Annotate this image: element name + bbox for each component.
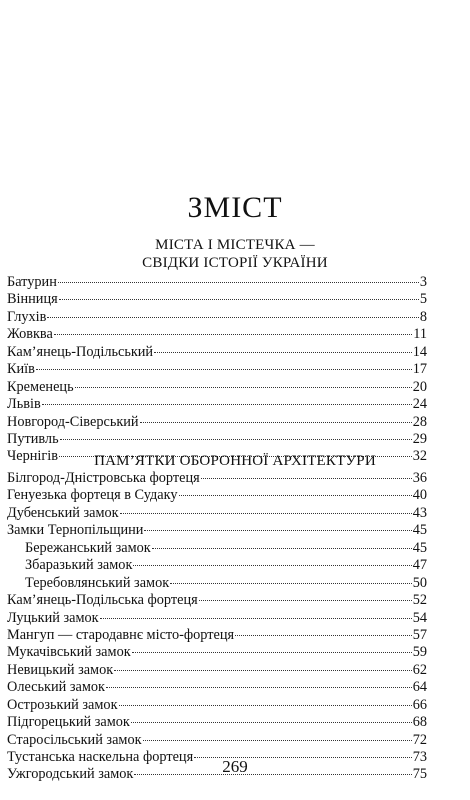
toc-entry-page-number: 8 bbox=[419, 308, 427, 325]
toc-entry-page-number: 43 bbox=[412, 504, 427, 521]
toc-entry-page-number: 66 bbox=[412, 696, 427, 713]
toc-dot-leader bbox=[100, 618, 412, 619]
toc-dot-leader bbox=[114, 670, 412, 671]
toc-list-cities bbox=[7, 274, 427, 466]
toc-entry-page-number: 47 bbox=[412, 557, 427, 574]
toc-entry bbox=[7, 697, 427, 714]
toc-entry-page-number: 5 bbox=[419, 291, 427, 308]
toc-dot-leader bbox=[133, 565, 411, 566]
toc-dot-leader bbox=[120, 513, 412, 514]
toc-entry bbox=[7, 714, 427, 731]
toc-entry bbox=[7, 309, 427, 326]
toc-entry-title: Глухів bbox=[7, 308, 47, 325]
toc-entry-page-number: 68 bbox=[412, 714, 427, 731]
toc-entry bbox=[7, 414, 427, 431]
toc-entry bbox=[7, 487, 427, 504]
toc-entry bbox=[7, 470, 427, 487]
toc-entry-page-number: 28 bbox=[412, 413, 427, 430]
toc-list-fortifications bbox=[7, 470, 427, 784]
toc-entry-title: Мангуп — стародавнє місто-фортеця bbox=[7, 626, 235, 643]
toc-dot-leader bbox=[60, 439, 412, 440]
toc-entry-title: Генуезька фортеця в Судаку bbox=[7, 487, 178, 504]
toc-dot-leader bbox=[144, 530, 411, 531]
toc-entry-page-number: 62 bbox=[412, 661, 427, 678]
toc-dot-leader bbox=[201, 478, 412, 479]
toc-entry bbox=[7, 431, 427, 448]
toc-entry-page-number: 20 bbox=[412, 378, 427, 395]
toc-entry bbox=[7, 291, 427, 308]
toc-entry bbox=[7, 662, 427, 679]
toc-entry-page-number: 14 bbox=[412, 343, 427, 360]
toc-entry bbox=[7, 592, 427, 609]
toc-entry-title: Кам’янець-Подільський bbox=[7, 343, 154, 360]
toc-entry bbox=[7, 274, 427, 291]
toc-entry-page-number: 45 bbox=[412, 522, 427, 539]
toc-entry bbox=[7, 344, 427, 361]
toc-entry-page-number: 32 bbox=[412, 448, 427, 465]
section-heading-fortifications: ПАМ’ЯТКИ ОБОРОННОЇ АРХІТЕКТУРИ bbox=[94, 453, 376, 469]
toc-dot-leader bbox=[143, 740, 412, 741]
toc-entry-page-number: 64 bbox=[412, 679, 427, 696]
toc-entry-title: Новгород-Сіверський bbox=[7, 413, 139, 430]
toc-entry-page-number: 73 bbox=[412, 749, 427, 765]
toc-entry-title: Батурин bbox=[7, 274, 57, 290]
toc-entry-page-number: 24 bbox=[412, 396, 427, 413]
toc-entry-title: Львів bbox=[7, 396, 41, 413]
toc-entry bbox=[7, 326, 427, 343]
toc-entry-title: Замки Тернопільщини bbox=[7, 522, 144, 539]
toc-entry-title: Чернігів bbox=[7, 448, 58, 465]
toc-dot-leader bbox=[47, 317, 418, 318]
toc-entry-title: Тустанська наскельна фортеця bbox=[7, 749, 194, 765]
page-number: 269 bbox=[222, 757, 248, 776]
toc-entry-page-number: 54 bbox=[412, 609, 427, 626]
toc-entry-title: Невицький замок bbox=[7, 661, 114, 678]
toc-entry-title: Дубенський замок bbox=[7, 504, 119, 521]
page-title: ЗМІСТ bbox=[187, 191, 283, 224]
toc-dot-leader bbox=[132, 652, 412, 653]
section-heading-cities-line1: МІСТА І МІСТЕЧКА — bbox=[155, 237, 315, 253]
toc-entry-title: Вінниця bbox=[7, 291, 58, 308]
toc-entry-title: Збаразький замок bbox=[25, 557, 133, 574]
toc-entry-title: Ужгородський замок bbox=[7, 766, 134, 783]
toc-entry-title: Теребовлянський замок bbox=[25, 574, 170, 591]
toc-entry bbox=[7, 679, 427, 696]
toc-entry-page-number: 52 bbox=[412, 592, 427, 609]
toc-dot-leader bbox=[58, 282, 419, 283]
toc-entry-title: Острозький замок bbox=[7, 696, 118, 713]
toc-dot-leader bbox=[36, 369, 412, 370]
toc-entry bbox=[7, 557, 427, 574]
toc-entry-title: Кам’янець-Подільська фортеця bbox=[7, 592, 198, 609]
toc-entry-title: Старосільський замок bbox=[7, 731, 142, 748]
toc-entry-title: Київ bbox=[7, 361, 35, 378]
toc-entry bbox=[7, 522, 427, 539]
toc-dot-leader bbox=[152, 548, 412, 549]
toc-dot-leader bbox=[179, 495, 412, 496]
toc-entry-page-number: 29 bbox=[412, 430, 427, 447]
toc-entry bbox=[7, 505, 427, 522]
toc-dot-leader bbox=[235, 635, 412, 636]
toc-entry-title: Кременець bbox=[7, 378, 74, 395]
toc-entry bbox=[7, 610, 427, 627]
toc-entry-page-number: 50 bbox=[412, 574, 427, 591]
toc-entry-page-number: 17 bbox=[412, 361, 427, 378]
toc-entry bbox=[7, 732, 427, 749]
section-heading-cities-line2: СВІДКИ ІСТОРІЇ УКРАЇНИ bbox=[142, 255, 328, 271]
toc-entry-page-number: 57 bbox=[412, 626, 427, 643]
toc-dot-leader bbox=[154, 352, 412, 353]
toc-dot-leader bbox=[54, 334, 412, 335]
toc-dot-leader bbox=[42, 404, 412, 405]
toc-entry-page-number: 40 bbox=[412, 487, 427, 504]
toc-entry-title: Луцький замок bbox=[7, 609, 99, 626]
toc-dot-leader bbox=[119, 705, 412, 706]
toc-dot-leader bbox=[106, 687, 412, 688]
toc-entry-page-number: 3 bbox=[419, 274, 427, 290]
toc-dot-leader bbox=[59, 299, 419, 300]
toc-entry bbox=[7, 379, 427, 396]
toc-entry-title: Бережанський замок bbox=[25, 539, 151, 556]
toc-entry bbox=[7, 540, 427, 557]
toc-entry-title: Путивль bbox=[7, 430, 59, 447]
toc-entry-title: Підгорецький замок bbox=[7, 714, 130, 731]
toc-entry bbox=[7, 361, 427, 378]
toc-dot-leader bbox=[75, 387, 412, 388]
toc-entry-page-number: 11 bbox=[413, 326, 427, 343]
toc-entry-title: Білгород-Дністровська фортеця bbox=[7, 470, 200, 486]
toc-dot-leader bbox=[199, 600, 412, 601]
toc-entry-page-number: 36 bbox=[412, 470, 427, 486]
toc-entry-title: Мукачівський замок bbox=[7, 644, 131, 661]
toc-entry-title: Жовква bbox=[7, 326, 53, 343]
toc-dot-leader bbox=[170, 583, 412, 584]
toc-entry bbox=[7, 627, 427, 644]
toc-dot-leader bbox=[131, 722, 412, 723]
toc-entry-page-number: 72 bbox=[412, 731, 427, 748]
toc-entry-page-number: 75 bbox=[412, 766, 427, 783]
toc-entry-page-number: 59 bbox=[412, 644, 427, 661]
toc-entry-page-number: 45 bbox=[412, 539, 427, 556]
toc-entry-title: Олеський замок bbox=[7, 679, 105, 696]
toc-entry bbox=[7, 396, 427, 413]
toc-dot-leader bbox=[140, 422, 412, 423]
toc-entry bbox=[7, 644, 427, 661]
toc-entry bbox=[7, 575, 427, 592]
